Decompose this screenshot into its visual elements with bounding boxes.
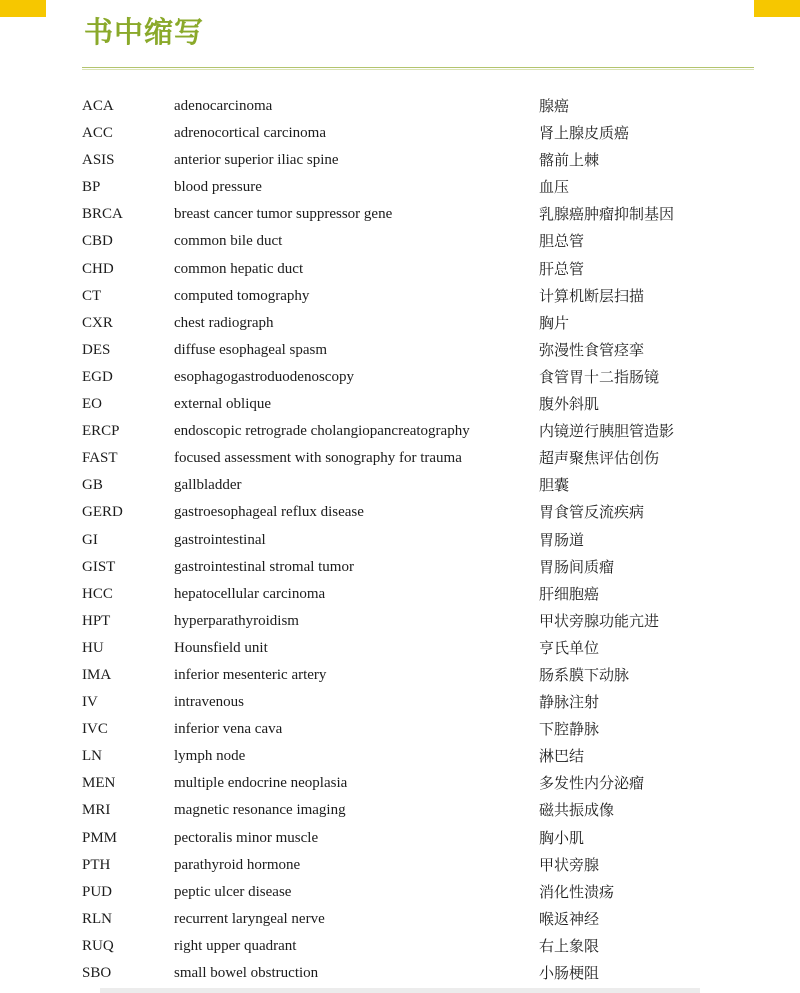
abbreviation: PTH [82, 856, 111, 873]
full-term: inferior vena cava [174, 721, 283, 738]
chinese-term: 静脉注射 [539, 693, 600, 712]
abbreviation: IVC [82, 721, 108, 738]
abbreviation: SBO [82, 965, 112, 981]
full-term: breast cancer tumor suppressor gene [174, 206, 393, 223]
chinese-term: 肾上腺皮质癌 [539, 124, 630, 143]
chinese-term: 胆总管 [539, 232, 585, 251]
abbreviation: IMA [82, 666, 112, 683]
abbreviation: CXR [82, 314, 113, 331]
list-item [0, 961, 800, 988]
abbreviation: IV [82, 694, 98, 711]
abbreviation: HPT [82, 612, 111, 629]
chinese-term: 腹外斜肌 [539, 395, 600, 414]
chinese-term: 计算机断层扫描 [539, 286, 645, 305]
abbreviation: CHD [82, 260, 114, 277]
full-term: external oblique [174, 396, 272, 413]
chinese-term: 肠系膜下动脉 [539, 665, 630, 684]
page-title: 书中缩写 [84, 15, 205, 49]
list-item [0, 446, 800, 473]
abbreviation: MRI [82, 802, 111, 819]
abbreviation: PMM [82, 829, 118, 846]
chinese-term: 多发性内分泌瘤 [539, 774, 645, 793]
abbreviation: HCC [82, 585, 113, 602]
chinese-term: 淋巴结 [539, 747, 585, 766]
chinese-term: 内镜逆行胰胆管造影 [539, 422, 675, 441]
chinese-term: 右上象限 [539, 936, 600, 955]
abbreviation: GIST [82, 558, 116, 575]
abbreviation: EO [82, 396, 102, 413]
list-item [0, 528, 800, 555]
list-item [0, 338, 800, 365]
list-item [0, 636, 800, 663]
abbreviation: RLN [82, 910, 112, 927]
full-term: common bile duct [174, 233, 283, 250]
chinese-term: 弥漫性食管痉挛 [539, 340, 645, 359]
chinese-term: 小肠梗阻 [539, 964, 600, 982]
list-item [0, 744, 800, 771]
list-item [0, 229, 800, 256]
chinese-term: 胆囊 [539, 476, 570, 495]
full-term: magnetic resonance imaging [174, 802, 346, 819]
abbreviation: BRCA [82, 206, 123, 223]
chinese-term: 胃食管反流疾病 [539, 503, 645, 522]
chinese-term: 食管胃十二指肠镜 [539, 367, 660, 386]
list-item [0, 880, 800, 907]
full-term: gallbladder [174, 477, 242, 494]
list-item [0, 94, 800, 121]
list-item [0, 202, 800, 229]
full-term: recurrent laryngeal nerve [174, 910, 325, 927]
chinese-term: 磁共振成像 [539, 801, 615, 820]
chinese-term: 甲状旁腺功能亢进 [539, 611, 660, 630]
abbreviation: ERCP [82, 423, 120, 440]
full-term: focused assessment with sonography for trauma [174, 450, 462, 467]
abbreviation: FAST [82, 450, 118, 467]
full-term: gastroesophageal reflux disease [174, 504, 364, 521]
chinese-term: 乳腺癌肿瘤抑制基因 [539, 205, 675, 224]
list-item [0, 365, 800, 392]
list-item [0, 555, 800, 582]
full-term: gastrointestinal stromal tumor [174, 558, 354, 575]
full-term: Hounsfield unit [174, 639, 268, 656]
full-term: inferior mesenteric artery [174, 666, 327, 683]
chinese-term: 超声聚焦评估创伤 [539, 449, 660, 468]
full-term: gastrointestinal [174, 531, 266, 548]
abbreviation: GB [82, 477, 103, 494]
abbreviation: EGD [82, 368, 113, 385]
abbreviation: HU [82, 639, 104, 656]
list-item [0, 473, 800, 500]
full-term: esophagogastroduodenoscopy [174, 368, 354, 385]
page-bottom-shade [100, 988, 700, 993]
chinese-term: 胃肠道 [539, 530, 585, 549]
chinese-term: 髂前上棘 [539, 151, 600, 170]
list-item [0, 609, 800, 636]
corner-tab-right [754, 0, 800, 17]
list-item [0, 311, 800, 338]
full-term: hepatocellular carcinoma [174, 585, 326, 602]
full-term: small bowel obstruction [174, 965, 319, 981]
full-term: adrenocortical carcinoma [174, 125, 326, 142]
list-item [0, 771, 800, 798]
full-term: pectoralis minor muscle [174, 829, 319, 846]
full-term: peptic ulcer disease [174, 883, 292, 900]
list-item [0, 663, 800, 690]
abbreviation: RUQ [82, 937, 114, 954]
list-item [0, 500, 800, 527]
list-item [0, 690, 800, 717]
chinese-term: 甲状旁腺 [539, 855, 600, 874]
chinese-term: 血压 [539, 178, 570, 197]
list-item [0, 419, 800, 446]
title-divider [82, 67, 754, 68]
abbreviation: ACC [82, 125, 113, 142]
full-term: diffuse esophageal spasm [174, 341, 328, 358]
abbreviation: GERD [82, 504, 123, 521]
abbreviation: BP [82, 179, 101, 196]
chinese-term: 下腔静脉 [539, 720, 600, 739]
list-item [0, 582, 800, 609]
list-item [0, 148, 800, 175]
list-item [0, 798, 800, 825]
list-item [0, 934, 800, 961]
chinese-term: 胃肠间质瘤 [539, 557, 615, 576]
chinese-term: 肝总管 [539, 259, 585, 278]
chinese-term: 腺癌 [539, 97, 570, 115]
list-item [0, 826, 800, 853]
full-term: endoscopic retrograde cholangiopancreatography [174, 423, 470, 440]
full-term: computed tomography [174, 287, 310, 304]
full-term: anterior superior iliac spine [174, 152, 339, 169]
abbreviation: LN [82, 748, 102, 765]
chinese-term: 消化性溃疡 [539, 882, 615, 901]
list-item [0, 175, 800, 202]
abbreviation: MEN [82, 775, 116, 792]
full-term: lymph node [174, 748, 246, 765]
abbreviation: CT [82, 287, 102, 304]
list-item [0, 257, 800, 284]
abbreviation-list [0, 94, 800, 988]
abbreviation: ACA [82, 98, 114, 114]
abbreviation: ASIS [82, 152, 115, 169]
list-item [0, 907, 800, 934]
list-item [0, 121, 800, 148]
list-item [0, 853, 800, 880]
full-term: right upper quadrant [174, 937, 297, 954]
full-term: parathyroid hormone [174, 856, 301, 873]
chinese-term: 亨氏单位 [539, 638, 600, 657]
title-divider-shadow [82, 69, 754, 70]
full-term: intravenous [174, 694, 244, 711]
chinese-term: 胸片 [539, 313, 570, 332]
full-term: adenocarcinoma [174, 98, 273, 114]
full-term: chest radiograph [174, 314, 274, 331]
list-item [0, 717, 800, 744]
abbreviation: PUD [82, 883, 113, 900]
corner-tab-left [0, 0, 46, 17]
abbreviation: DES [82, 341, 111, 358]
full-term: hyperparathyroidism [174, 612, 299, 629]
chinese-term: 胸小肌 [539, 828, 585, 847]
chinese-term: 肝细胞癌 [539, 584, 600, 603]
chinese-term: 喉返神经 [539, 909, 600, 928]
list-item [0, 284, 800, 311]
list-item [0, 392, 800, 419]
abbreviation: GI [82, 531, 98, 548]
full-term: common hepatic duct [174, 260, 304, 277]
full-term: multiple endocrine neoplasia [174, 775, 348, 792]
full-term: blood pressure [174, 179, 262, 196]
abbreviation: CBD [82, 233, 113, 250]
